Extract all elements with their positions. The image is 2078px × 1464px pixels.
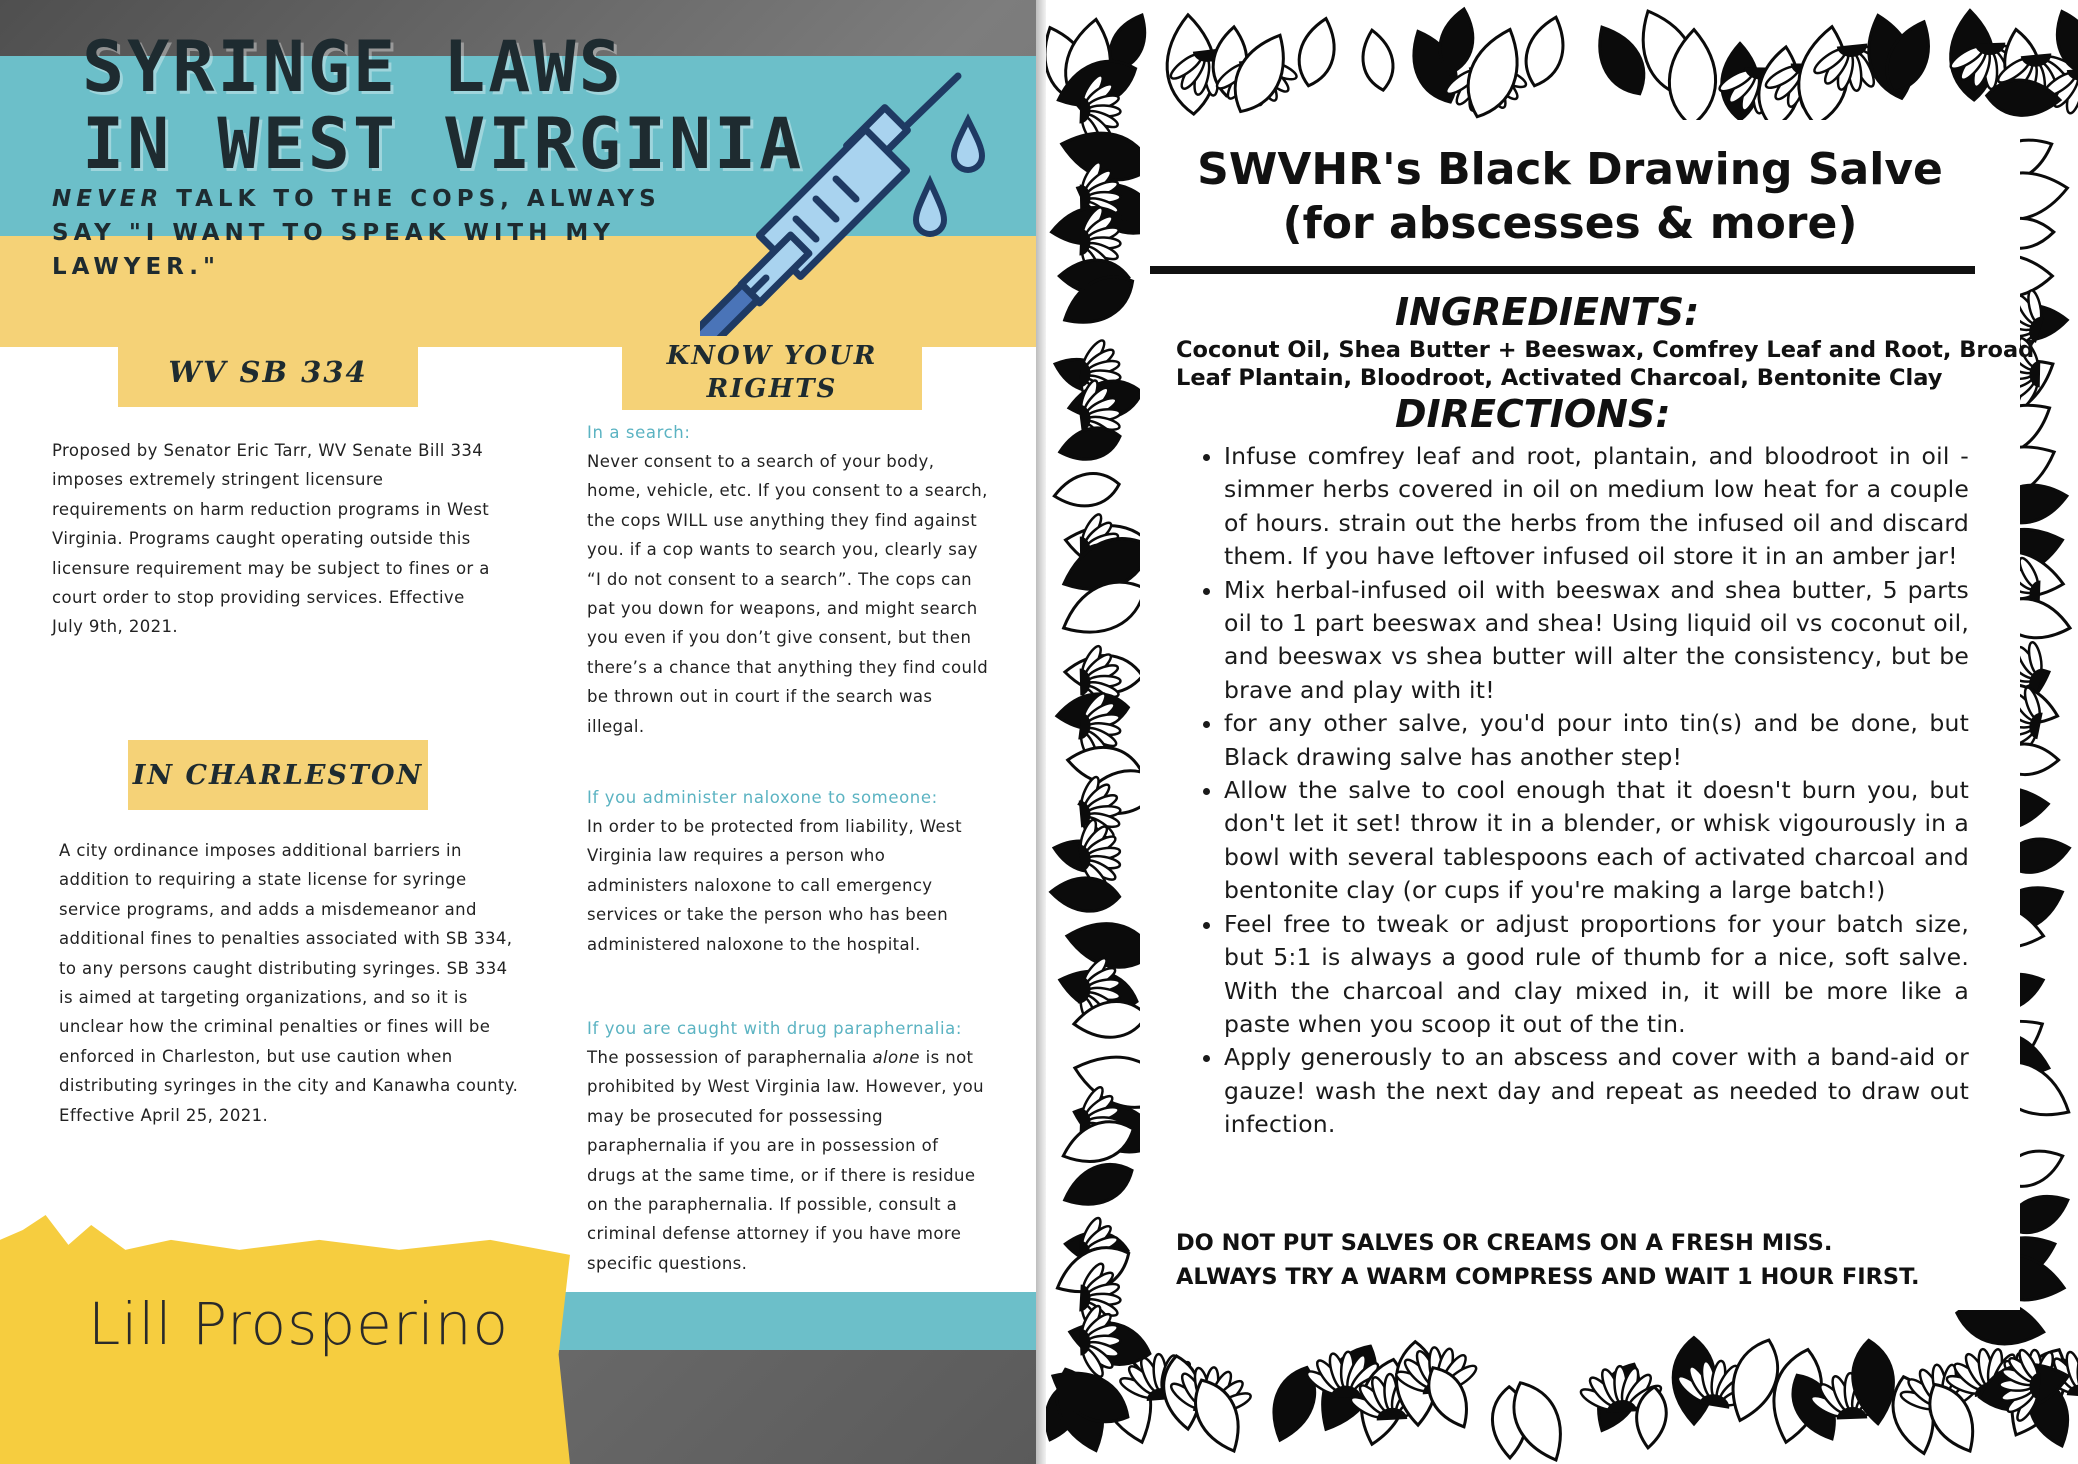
know-your-rights-heading [622, 336, 922, 410]
directions-heading: DIRECTIONS: [1395, 392, 1671, 436]
syringe-icon [700, 24, 1010, 354]
paraphernalia-body [587, 1043, 992, 1278]
ingredients-heading: INGREDIENTS: [1395, 290, 1700, 334]
salve-title-line-1: SWVHR's Black Drawing Salve [1197, 144, 1943, 195]
direction-step: • Allow the salve to cool enough that it doesn't burn you, but don't let it set! throw it in a blender, or whisk vigourously in a bowl with several tablespoons each of activated charcoal and bentonite clay (or cups if you're making a large batch!) [1224, 774, 1969, 908]
direction-step: • Apply generously to an abscess and cover with a band-aid or gauze! wash the next day and repeat as needed to draw out infection. [1224, 1041, 1969, 1141]
rights-heading-line-1: KNOW YOUR [666, 341, 878, 371]
warning-line-2: SAY "I WANT TO SPEAK WITH MY [52, 220, 615, 246]
charleston-body: A city ordinance imposes additional barriers in addition to requiring a state license for syringe service programs, and adds a misdemeanor and additional fines to penalties associated with SB 334, to any persons caught distributing syringes. SB 334 is aimed at targeting organizations, and so it is unclear how the criminal penalties or fines will be enforced in Charleston, but use caution when distributing syringes in the city and Kanawha county. Effective April 25, 2021. [59, 841, 519, 1125]
search-body: Never consent to a search of your body, home, vehicle, etc. If you consent to a search, the cops WILL use anything they find against you. if a cop wants to search you, clearly say “I do not consent to a search”. The cops can pat you down for weapons, and might search you even if you don’t give consent, but then there’s a chance that anything they find could be thrown out in court if the search was illegal. [587, 452, 989, 736]
salve-title-line-2: (for abscesses & more) [1282, 198, 1858, 249]
signature: Lill Prosperino [88, 1290, 510, 1358]
warning-line-3: LAWYER." [52, 254, 221, 280]
final-warning-line-1: DO NOT PUT SALVES OR CREAMS ON A FRESH MISS. [1176, 1230, 1833, 1256]
paraphernalia-subheading: If you are caught with drug paraphernalia: [587, 1019, 963, 1038]
warning-line-1-rest: TALK TO THE COPS, ALWAYS [163, 186, 661, 212]
drop-icon-2 [916, 182, 944, 234]
direction-step: • Infuse comfrey leaf and root, plantain, and bloodroot in oil - simmer herbs covered in oil on medium low heat for a couple of hours. strain out the herbs from the infused oil and discard them. If you have leftover infused oil store it in an amber jar! [1224, 440, 1969, 574]
page-title-line-1: SYRINGE LAWS [82, 26, 624, 108]
paraphernalia-text-before: The possession of paraphernalia [587, 1048, 873, 1067]
sb334-body: Proposed by Senator Eric Tarr, WV Senate Bill 334 imposes extremely stringent licensure requirements on harm reduction programs in West Virginia. Programs caught operating outside this licensure requirement may be subject to fines or a court order to stop providing services. Effective July 9th, 2021. [52, 441, 490, 637]
search-subheading: In a search: [587, 423, 691, 442]
direction-step: • for any other salve, you'd pour into tin(s) and be done, but Black drawing salve has another step! [1224, 707, 1969, 774]
final-warning-line-2: ALWAYS TRY A WARM COMPRESS AND WAIT 1 HOUR FIRST. [1176, 1264, 1920, 1290]
book-spine [1036, 0, 1046, 1464]
warning-emphasis: NEVER [52, 186, 164, 212]
rights-heading-line-2: RIGHTS [706, 374, 838, 404]
sb334-heading: WV SB 334 [118, 337, 418, 407]
ingredients-list: Coconut Oil, Shea Butter + Beeswax, Comfrey Leaf and Root, Broad Leaf Plantain, Bloodroot, Activated Charcoal, Bentonite Clay [1176, 337, 2035, 391]
directions-list [1192, 440, 1969, 1142]
paraphernalia-text-after: is not prohibited by West Virginia law. However, you may be prosecuted for possessing paraphernalia if you are in possession of drugs at the same time, or if there is residue on the paraphernalia. If possible, consult a criminal defense attorney if you have more specific questions. [587, 1048, 985, 1273]
naloxone-subheading: If you administer naloxone to someone: [587, 788, 938, 807]
title-divider [1150, 266, 1975, 274]
naloxone-body: In order to be protected from liability, West Virginia law requires a person who administers naloxone to call emergency services or take the person who has been administered naloxone to the hospital. [587, 817, 962, 954]
direction-step: • Feel free to tweak or adjust proportions for your batch size, but 5:1 is always a good rule of thumb for a nice, soft salve. With the charcoal and clay mixed in, it will be more like a paste when you scoop it out of the tin. [1224, 908, 1969, 1042]
charleston-heading: IN CHARLESTON [128, 740, 428, 810]
paraphernalia-emphasis: alone [872, 1048, 920, 1067]
final-warning [1176, 1226, 2036, 1294]
page-title-line-2: IN WEST VIRGINIA [82, 103, 805, 185]
direction-step: • Mix herbal-infused oil with beeswax and shea butter, 5 parts oil to 1 part beeswax and shea! Using liquid oil vs coconut oil, and beeswax vs shea butter will alter the consistency, but be brave and play with it! [1224, 574, 1969, 708]
warning-line-1 [52, 186, 661, 212]
drop-icon-1 [954, 120, 982, 170]
